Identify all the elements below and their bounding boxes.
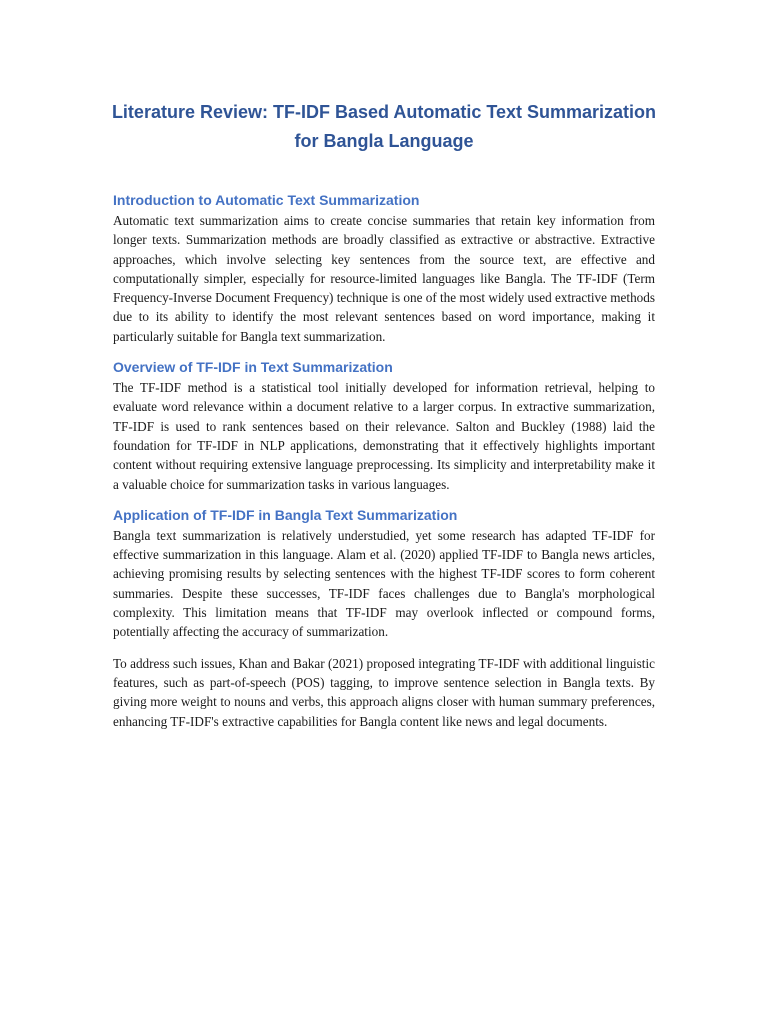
section-paragraph: To address such issues, Khan and Bakar (2021) proposed integrating TF-IDF with additional linguistic features, such as part-of-speech (POS) tagging, to improve sentence selection in Bangla texts. By giving more weight to nouns and verbs, this approach aligns closer with human summary preferences, enhancing TF-IDF's extractive capabilities for Bangla content like news and legal documents.: [113, 655, 655, 729]
document-body: [113, 189, 655, 731]
section-heading: Introduction to Automatic Text Summarization: [113, 192, 420, 208]
section-paragraph: Bangla text summarization is relatively understudied, yet some research has adapted TF-IDF for effective summarization in this language. Alam et al. (2020) applied TF-IDF to Bangla news articles, achieving promising results by selecting sentences with the highest TF-IDF scores to form coherent summaries. Despite these successes, TF-IDF faces challenges due to Bangla's morphological complexity. This limitation means that TF-IDF may overlook inflected or compound forms, potentially affecting the accuracy of summarization.: [113, 527, 655, 640]
section-heading: Overview of TF-IDF in Text Summarization: [113, 359, 393, 376]
section-application: [113, 504, 655, 731]
document-title: Literature Review: TF-IDF Based Automatic Text Summarization for Bangla Language: [111, 102, 657, 151]
section-introduction: [113, 189, 655, 346]
section-overview: [113, 356, 655, 494]
section-paragraph: Automatic text summarization aims to create concise summaries that retain key information from longer texts. Summarization methods are broadly classified as extractive or abstractive. Extractive approaches, which involve selecting key sentences from the source text, are effective and computationally simpler, especially for resource-limited languages like Bangla. The TF-IDF (Term Frequency-Inverse Document Frequency) technique is one of the most widely used extractive methods due to its ability to identify the most relevant sentences based on word importance, making it particularly suitable for Bangla text summarization.: [113, 213, 655, 344]
section-paragraph: The TF-IDF method is a statistical tool initially developed for information retrieval, helping to evaluate word relevance within a document relative to a larger corpus. In extractive summarization, TF-IDF is used to rank sentences based on their relevance. Salton and Buckley (1988) laid the foundation for TF-IDF in NLP applications, demonstrating that it effectively highlights important content without requiring extensive language preprocessing. Its simplicity and interpretability make it a valuable choice for summarization tasks in various languages.: [113, 380, 655, 492]
section-heading: Application of TF-IDF in Bangla Text Summarization: [113, 506, 458, 523]
